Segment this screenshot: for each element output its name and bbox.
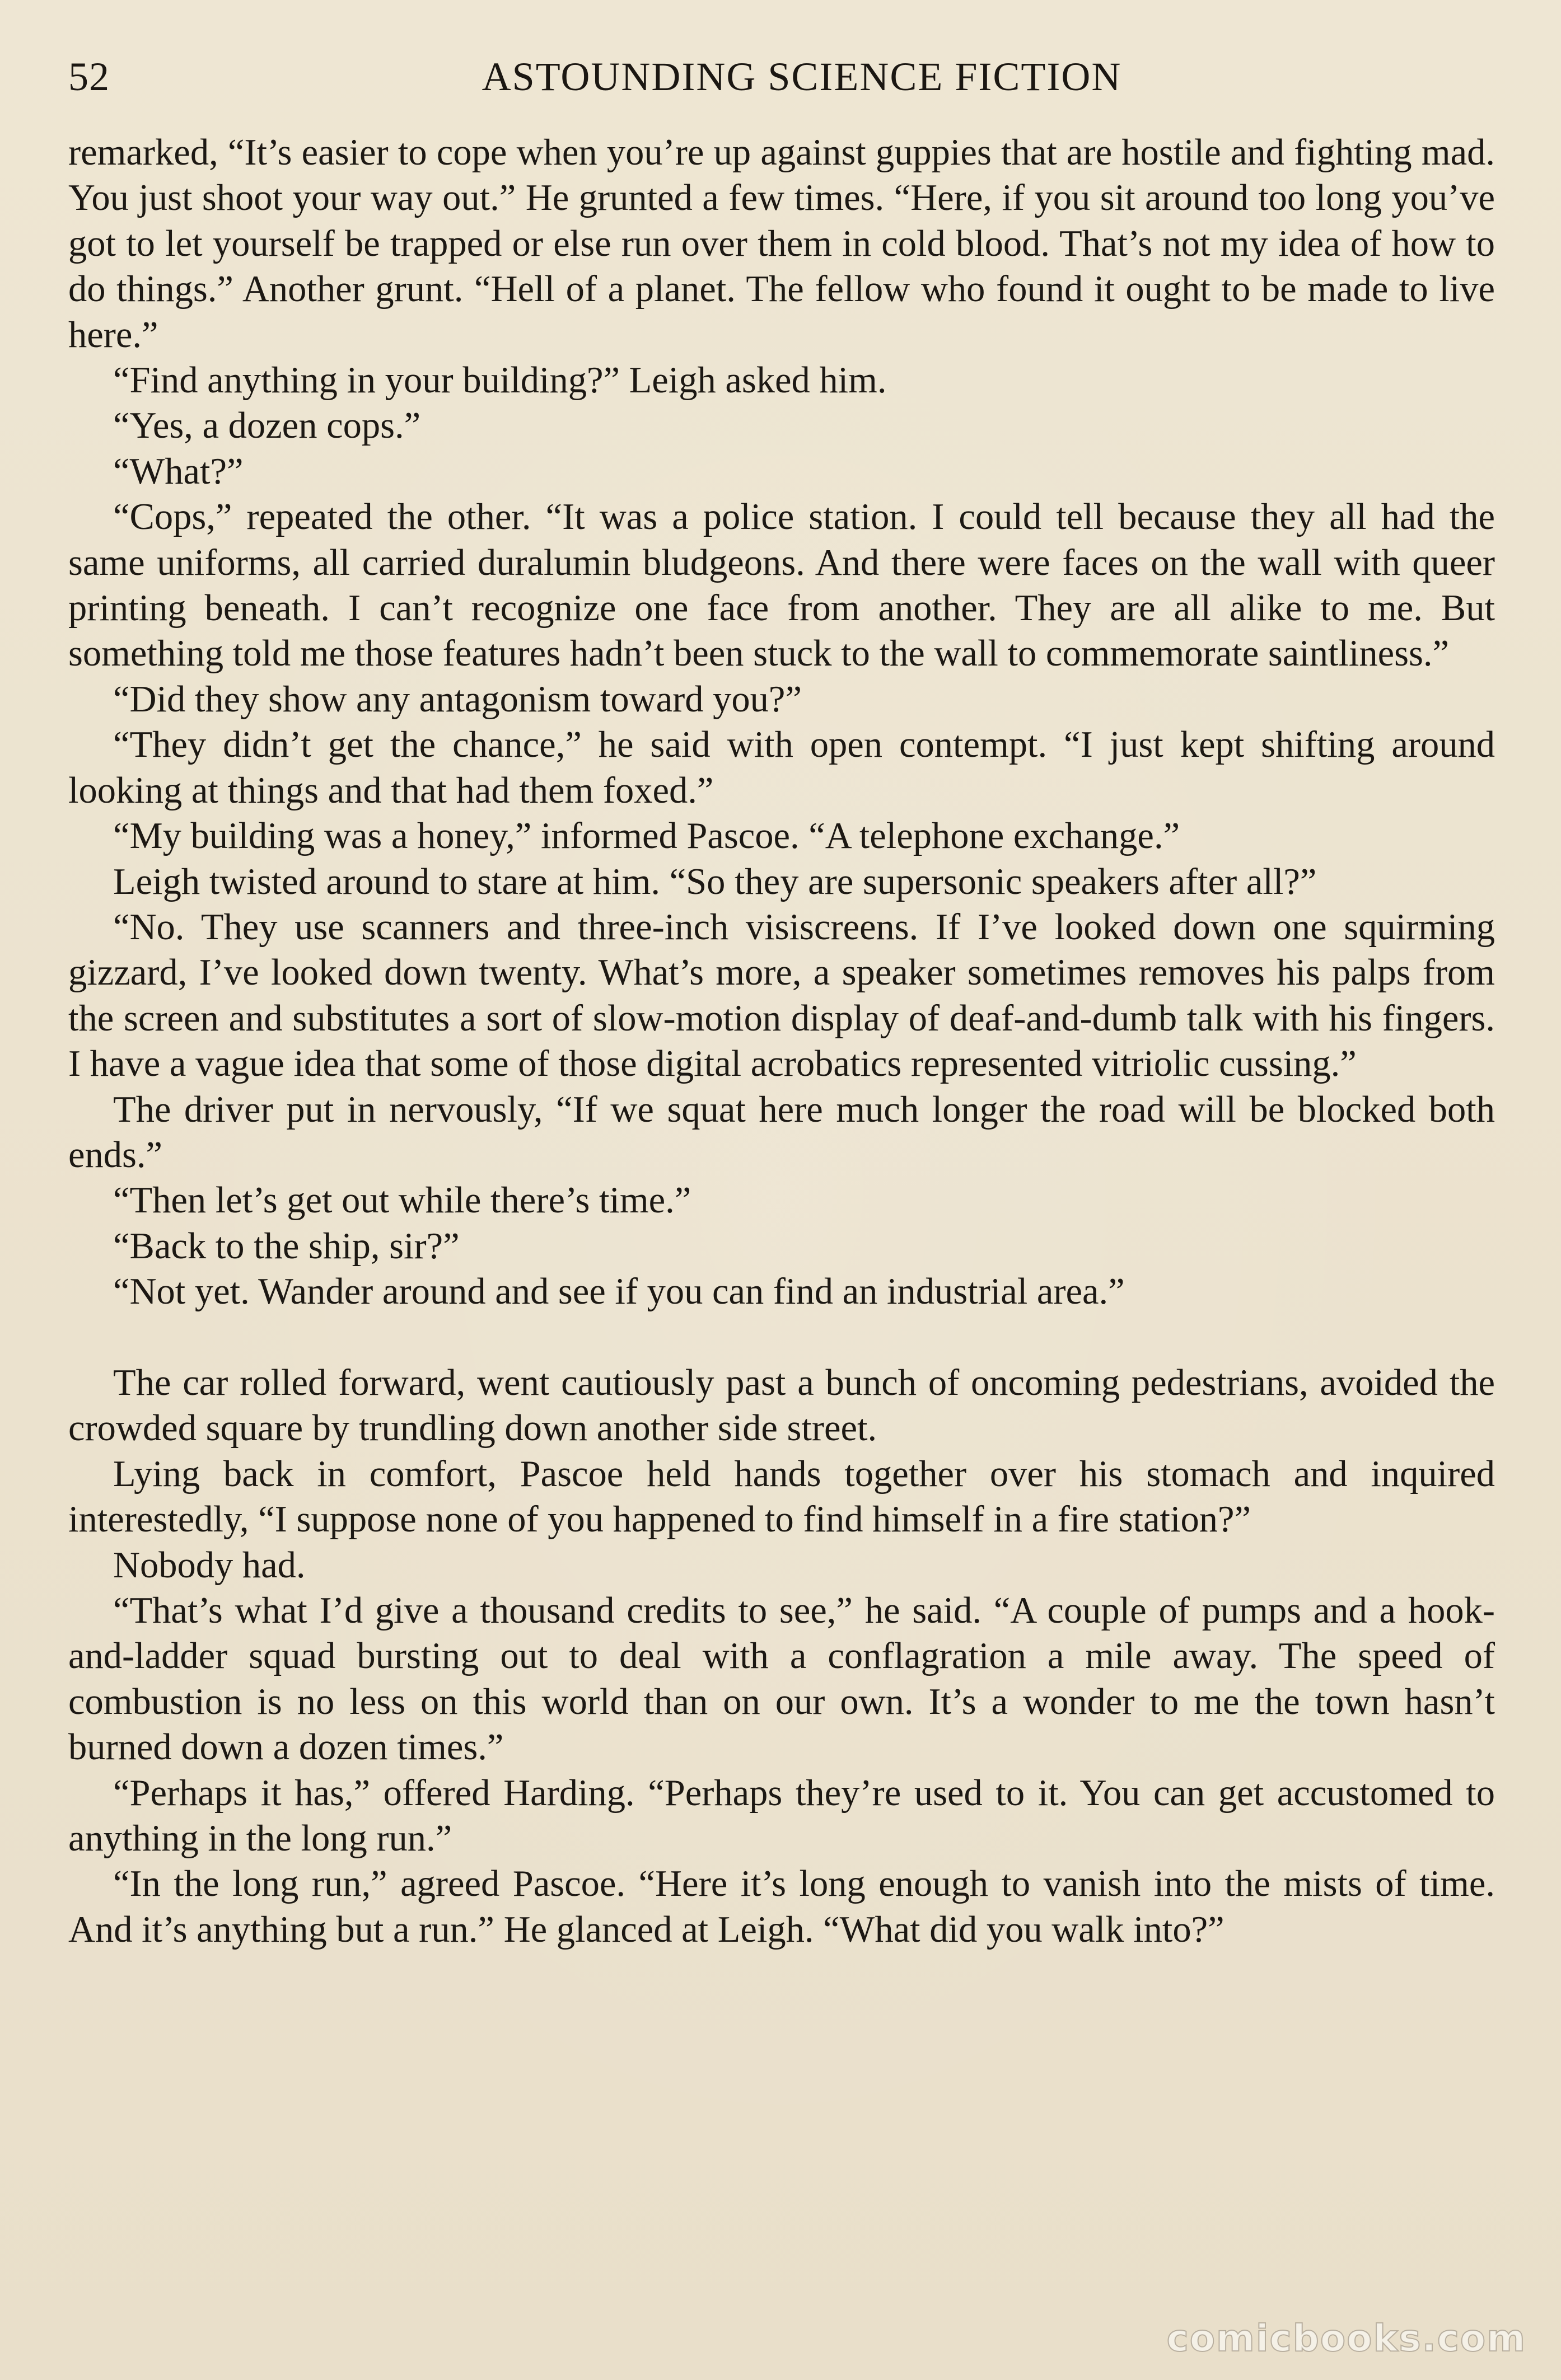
story-text (68, 130, 1495, 1952)
running-head (68, 54, 1502, 115)
paragraph: “Then let’s get out while there’s time.” (113, 1180, 691, 1221)
page-number: 52 (68, 54, 110, 99)
paragraph: “They didn’t get the chance,” he said with open contempt. “I just kept shifting around looking at things and that had them foxed.” (68, 724, 1495, 811)
paragraph: The car rolled forward, went cautiously past a bunch of oncoming pedestrians, avoided the crowded square by trundling down another side street. (68, 1362, 1495, 1449)
paragraph: “Yes, a dozen cops.” (113, 405, 421, 447)
paragraph: “Not yet. Wander around and see if you can find an industrial area.” (113, 1271, 1125, 1313)
journal-title: ASTOUNDING SCIENCE FICTION (482, 54, 1122, 99)
paragraph: “In the long run,” agreed Pascoe. “Here it’s long enough to vanish into the mists of time. And it’s anything but a run.” He glanced at Leigh. “What did you walk into?” (68, 1863, 1495, 1950)
paragraph: remarked, “It’s easier to cope when you’re up against guppies that are hostile and fighting mad. You just shoot your way out.” He grunted a few times. “Here, if you sit around too long you’ve got to let yourself be trapped or else run over them in cold blood. That’s not my idea of how to do things.” Another grunt. “Hell of a planet. The fellow who found it ought to be made to live here.” (68, 132, 1495, 355)
paragraph: The driver put in nervously, “If we squat here much longer the road will be blocked both ends.” (68, 1089, 1495, 1175)
paragraph: Lying back in comfort, Pascoe held hands together over his stomach and inquired interestedly, “I suppose none of you happened to find himself in a fire station?” (68, 1453, 1495, 1540)
paragraph: “Find anything in your building?” Leigh asked him. (113, 360, 887, 401)
paragraph: Leigh twisted around to stare at him. “So they are supersonic speakers after all?” (113, 861, 1317, 902)
paragraph: “Cops,” repeated the other. “It was a police station. I could tell because they all had the same uniforms, all carried duralumin bludgeons. And there were faces on the wall with queer printing beneath. I can’t recognize one face from another. They are all alike to me. But something told me those features hadn’t been stuck to the wall to commemorate saintliness.” (68, 496, 1495, 674)
paragraph: “That’s what I’d give a thousand credits to see,” he said. “A couple of pumps and a hook-and-ladder squad bursting out to deal with a conflagration a mile away. The speed of combustion is no less on this world than on our own. It’s a wonder to me the town hasn’t burned down a dozen times.” (68, 1590, 1495, 1768)
paragraph: “My building was a honey,” informed Pascoe. “A telephone exchange.” (113, 816, 1180, 857)
paragraph: “What?” (113, 451, 244, 492)
paragraph: “Back to the ship, sir?” (113, 1225, 460, 1267)
paragraph: “No. They use scanners and three-inch visiscreens. If I’ve looked down one squirming gizzard, I’ve looked down twenty. What’s more, a speaker sometimes removes his palps from the screen and substitutes a sort of slow-motion display of deaf-and-dumb talk with his fingers. I have a vague idea that some of those digital acrobatics represented vitriolic cussing.” (68, 906, 1495, 1085)
paragraph: Nobody had. (113, 1544, 306, 1586)
paragraph: “Perhaps it has,” offered Harding. “Perhaps they’re used to it. You can get accustomed to anything in the long run.” (68, 1772, 1495, 1859)
watermark-logo: comicbooks.com (1166, 2317, 1526, 2360)
paragraph: “Did they show any antagonism toward you?” (113, 678, 802, 720)
